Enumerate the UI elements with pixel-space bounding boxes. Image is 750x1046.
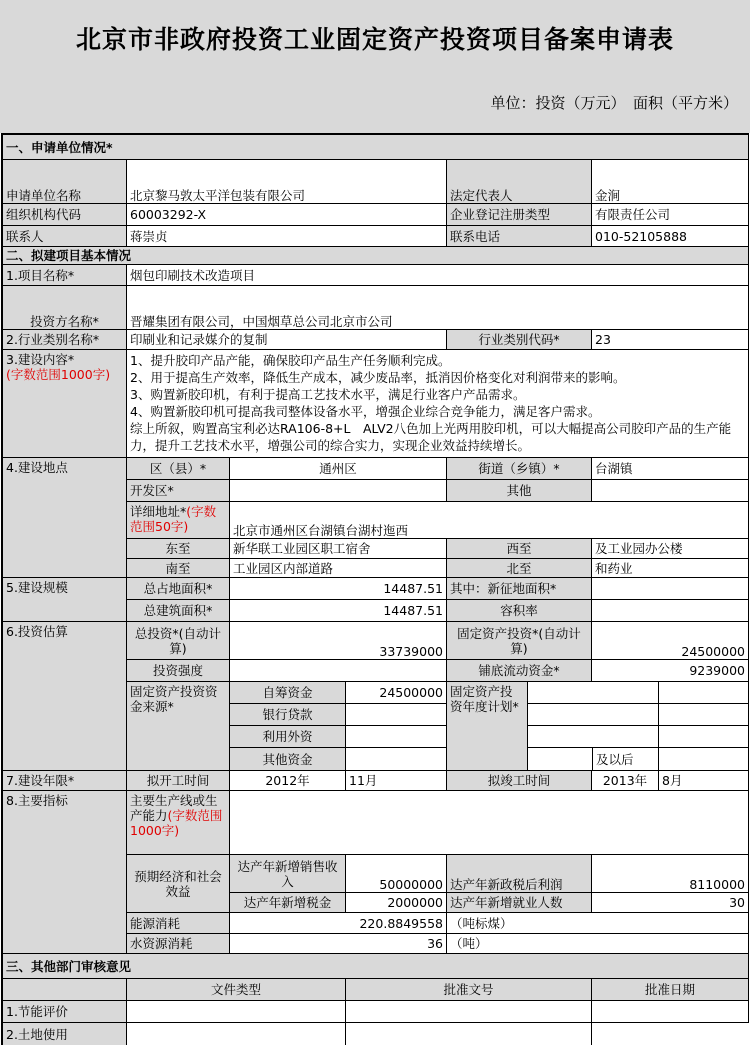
foreign-label: 利用外资	[230, 726, 346, 748]
working-cap-value[interactable]: 9239000	[592, 660, 749, 682]
period-label: 7.建设年限*	[3, 771, 127, 791]
energy-eval-date[interactable]	[592, 1001, 749, 1023]
new-land-label: 其中：新征地面积*	[447, 578, 592, 600]
sales-value[interactable]: 50000000	[346, 855, 447, 893]
investor-value[interactable]: 晋耀集团有限公司，中国烟草总公司北京市公司	[127, 286, 749, 330]
industry-code-value[interactable]: 23	[592, 330, 749, 350]
energy-unit: （吨标煤）	[447, 913, 749, 934]
land-use-doc-type[interactable]	[127, 1023, 346, 1045]
plan-year-3[interactable]	[528, 726, 659, 748]
capacity-label: 主要生产线或生产能力	[130, 793, 218, 823]
south-label: 南至	[127, 559, 230, 578]
other-funds-value[interactable]	[346, 748, 447, 771]
phone-value[interactable]: 010-52105888	[592, 226, 749, 247]
energy-label: 能源消耗	[127, 913, 230, 934]
and-after-label: 及以后	[593, 748, 659, 771]
section2-heading: 二、拟建项目基本情况	[3, 247, 749, 265]
industry-value[interactable]: 印刷业和记录媒介的复制	[127, 330, 447, 350]
plot-ratio-label: 容积率	[447, 600, 592, 622]
jobs-label: 达产年新增就业人数	[447, 893, 592, 913]
west-label: 西至	[447, 539, 592, 559]
tax-value[interactable]: 2000000	[346, 893, 447, 913]
devzone-value[interactable]	[230, 480, 447, 502]
fixed-inv-value[interactable]: 24500000	[592, 622, 749, 660]
bank-loan-label: 银行贷款	[230, 704, 346, 726]
energy-eval-doc-type[interactable]	[127, 1001, 346, 1023]
other-label: 其他	[447, 480, 592, 502]
project-name-label: 1.项目名称*	[3, 265, 127, 286]
foreign-value[interactable]	[346, 726, 447, 748]
project-name-value[interactable]: 烟包印刷技术改造项目	[127, 265, 749, 286]
plan-year-2[interactable]	[528, 704, 659, 726]
approval-corner	[3, 979, 127, 1001]
water-value[interactable]: 36	[230, 934, 447, 954]
address-value[interactable]: 北京市通州区台湖镇台湖村迤西	[230, 502, 749, 539]
fixed-inv-label: 固定资产投资*(自动计算)	[447, 622, 592, 660]
east-label: 东至	[127, 539, 230, 559]
profit-label: 达产年新政税后利润	[447, 855, 592, 893]
jobs-value[interactable]: 30	[592, 893, 749, 913]
reg-type-label: 企业登记注册类型	[447, 204, 592, 226]
reg-type-value[interactable]: 有限责任公司	[592, 204, 749, 226]
col-date: 批准日期	[592, 979, 749, 1001]
land-use-doc-no[interactable]	[346, 1023, 592, 1045]
own-funds-label: 自筹资金	[230, 682, 346, 704]
working-cap-label: 铺底流动资金*	[447, 660, 592, 682]
legal-rep-value[interactable]: 金涧	[592, 160, 749, 204]
industry-label: 2.行业类别名称*	[3, 330, 127, 350]
applicant-label: 申请单位名称	[3, 160, 127, 204]
street-value[interactable]: 台湖镇	[592, 458, 749, 480]
other-funds-label: 其他资金	[230, 748, 346, 771]
end-year[interactable]: 2013年	[592, 771, 659, 791]
contact-label: 联系人	[3, 226, 127, 247]
water-label: 水资源消耗	[127, 934, 230, 954]
content-label-cell	[3, 350, 127, 458]
section1-heading: 一、申请单位情况*	[3, 135, 749, 160]
plot-ratio-value[interactable]	[592, 600, 749, 622]
devzone-label: 开发区*	[127, 480, 230, 502]
other-value[interactable]	[592, 480, 749, 502]
unit-line: 单位：投资（万元） 面积（平方米）	[490, 94, 738, 112]
tax-label: 达产年新增税金	[230, 893, 346, 913]
own-funds-value[interactable]: 24500000	[346, 682, 447, 704]
funding-label: 固定资产投资资金来源*	[127, 682, 230, 771]
investor-label: 投资方名称*	[3, 286, 127, 330]
capacity-label-cell	[127, 791, 230, 855]
district-label: 区（县）*	[127, 458, 230, 480]
col-doc-type: 文件类型	[127, 979, 346, 1001]
industry-code-label: 行业类别代码*	[447, 330, 592, 350]
water-unit: （吨）	[447, 934, 749, 954]
bank-loan-value[interactable]	[346, 704, 447, 726]
plan-amount-2[interactable]	[659, 704, 749, 726]
annual-plan-label: 固定资产投资年度计划*	[447, 682, 528, 771]
district-value[interactable]: 通州区	[230, 458, 447, 480]
total-inv-label: 总投资*(自动计算)	[127, 622, 230, 660]
start-month[interactable]: 11月	[346, 771, 447, 791]
east-value[interactable]: 新华联工业园区职工宿舍	[230, 539, 447, 559]
west-value[interactable]: 及工业园办公楼	[592, 539, 749, 559]
row-land-use: 2.土地使用	[3, 1023, 127, 1045]
north-label: 北至	[447, 559, 592, 578]
land-area-value[interactable]: 14487.51	[230, 578, 447, 600]
sales-label: 达产年新增销售收入	[230, 855, 346, 893]
end-month[interactable]: 8月	[659, 771, 749, 791]
applicant-value[interactable]: 北京黎马敦太平洋包装有限公司	[127, 160, 447, 204]
end-label: 拟竣工时间	[447, 771, 592, 791]
content-label: 3.建设内容*	[6, 352, 75, 367]
floor-area-value[interactable]: 14487.51	[230, 600, 447, 622]
start-label: 拟开工时间	[127, 771, 230, 791]
plan-year-4[interactable]	[528, 748, 593, 771]
start-year[interactable]: 2012年	[230, 771, 346, 791]
new-land-value[interactable]	[592, 578, 749, 600]
content-note: (字数范围1000字)	[6, 367, 111, 382]
contact-value[interactable]: 蒋崇贞	[127, 226, 447, 247]
form-title: 北京市非政府投资工业固定资产投资项目备案申请表	[75, 25, 674, 54]
phone-label: 联系电话	[447, 226, 592, 247]
energy-value[interactable]: 220.8849558	[230, 913, 447, 934]
section3-heading: 三、其他部门审核意见	[3, 954, 749, 979]
indicators-label: 8.主要指标	[3, 791, 127, 954]
legal-rep-label: 法定代表人	[447, 160, 592, 204]
plan-year-1[interactable]	[528, 682, 659, 704]
address-note: (字数范围50字)	[130, 504, 217, 534]
location-label: 4.建设地点	[3, 458, 127, 578]
capacity-value[interactable]	[230, 791, 749, 855]
content-value[interactable]: 1、提升胶印产品产能，确保胶印产品生产任务顺利完成。 2、用于提高生产效率，降低生产成本，减少废品率，抵消因价格变化对利润带来的影响。 3、购置新胶印机，有利于提高工艺技术水平，满足行业客户产品需求。 4、购置新胶印机可提高我司整体设备水平，增强企业综合竞争能力，满足客户需求。 综上所叙，购置高宝利必达RA106-8+L ALV2八色加上光两用胶印机，可以大幅提高公司胶印产品的生产能力，提升工艺技术水平，增强公司的综合实力，实现企业效益持续增长。	[127, 350, 749, 458]
capacity-note: (字数范围1000字)	[130, 808, 223, 838]
row-energy-eval: 1.节能评价	[3, 1001, 127, 1023]
address-label: 详细地址*	[130, 504, 187, 519]
intensity-label: 投资强度	[127, 660, 230, 682]
form-table	[1, 133, 749, 1045]
plan-amount-4[interactable]	[659, 748, 749, 771]
address-label-cell	[127, 502, 230, 539]
org-code-value[interactable]: 60003292-X	[127, 204, 447, 226]
scale-label: 5.建设规模	[3, 578, 127, 622]
plan-amount-1[interactable]	[659, 682, 749, 704]
profit-value[interactable]: 8110000	[592, 855, 749, 893]
north-value[interactable]: 和药业	[592, 559, 749, 578]
land-use-date[interactable]	[592, 1023, 749, 1045]
plan-amount-3[interactable]	[659, 726, 749, 748]
street-label: 街道（乡镇）*	[447, 458, 592, 480]
floor-area-label: 总建筑面积*	[127, 600, 230, 622]
expected-label: 预期经济和社会效益	[127, 855, 230, 913]
org-code-label: 组织机构代码	[3, 204, 127, 226]
total-inv-value[interactable]: 33739000	[230, 622, 447, 660]
south-value[interactable]: 工业园区内部道路	[230, 559, 447, 578]
col-doc-no: 批准文号	[346, 979, 592, 1001]
invest-label: 6.投资估算	[3, 622, 127, 771]
energy-eval-doc-no[interactable]	[346, 1001, 592, 1023]
land-area-label: 总占地面积*	[127, 578, 230, 600]
intensity-value[interactable]	[230, 660, 447, 682]
